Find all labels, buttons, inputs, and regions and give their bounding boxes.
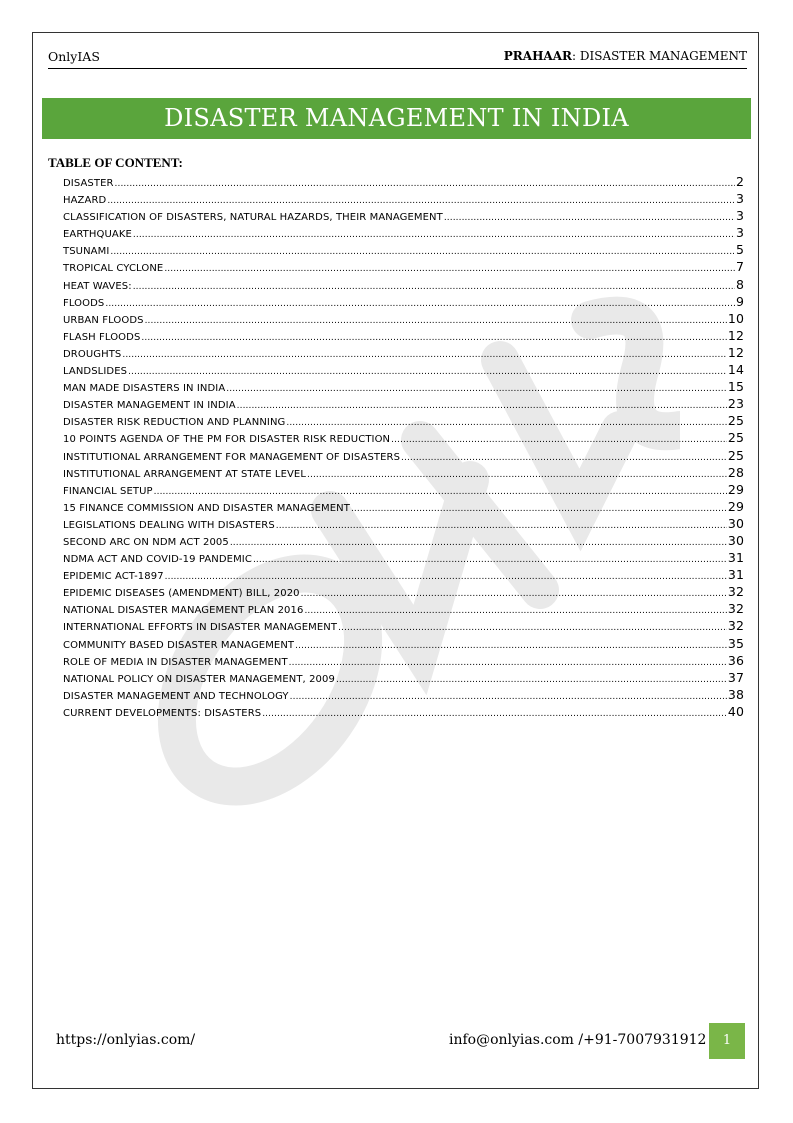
toc-entry-label: FLOODS <box>63 297 105 309</box>
toc-entry-page: 12 <box>727 344 744 360</box>
toc-entry-page: 7 <box>735 259 744 275</box>
toc-dot-leader <box>164 264 735 274</box>
toc-entry-label: URBAN FLOODS <box>63 314 144 326</box>
toc-entry[interactable] <box>63 584 744 601</box>
toc-dot-leader <box>351 504 727 514</box>
toc-entry-page: 9 <box>735 293 744 309</box>
toc-entry[interactable] <box>63 413 744 430</box>
toc-entry-page: 3 <box>735 191 744 207</box>
toc-entry-label: 15 FINANCE COMMISSION AND DISASTER MANAGEMENT <box>63 502 350 514</box>
toc-entry[interactable] <box>63 567 744 584</box>
toc-entry[interactable] <box>63 601 744 618</box>
page-header <box>48 48 747 69</box>
toc-entry[interactable] <box>63 653 744 670</box>
toc-dot-leader <box>115 179 735 189</box>
toc-dot-leader <box>133 230 735 240</box>
toc-dot-leader <box>226 384 727 394</box>
toc-dot-leader <box>133 282 735 292</box>
toc-entry-page: 32 <box>727 601 744 617</box>
toc-entry[interactable] <box>63 311 744 328</box>
toc-entry-label: DISASTER RISK REDUCTION AND PLANNING <box>63 417 286 429</box>
title-banner: DISASTER MANAGEMENT IN INDIA <box>42 98 751 139</box>
toc-entry-label: MAN MADE DISASTERS IN INDIA <box>63 383 226 395</box>
toc-dot-leader <box>276 521 727 531</box>
toc-entry[interactable] <box>63 396 744 413</box>
toc-entry[interactable] <box>63 328 744 345</box>
toc-entry-page: 29 <box>727 481 744 497</box>
toc-entry-page: 10 <box>727 310 744 326</box>
toc-dot-leader <box>253 555 727 565</box>
toc-dot-leader <box>230 538 727 548</box>
toc-entry[interactable] <box>63 294 744 311</box>
toc-dot-leader <box>301 589 727 599</box>
toc-entry[interactable] <box>63 516 744 533</box>
toc-entry-label: TSUNAMI <box>63 246 110 258</box>
toc-entry-label: DISASTER <box>63 178 114 189</box>
toc-entry[interactable] <box>63 208 744 225</box>
toc-entry-page: 2 <box>735 174 744 189</box>
toc-entry-label: NATIONAL POLICY ON DISASTER MANAGEMENT, 2009 <box>63 673 335 685</box>
toc-entry[interactable] <box>63 277 744 294</box>
toc-dot-leader <box>145 316 727 326</box>
toc-entry-page: 15 <box>727 379 744 395</box>
page-number: 1 <box>709 1023 745 1059</box>
toc-entry-label: DISASTER MANAGEMENT IN INDIA <box>63 400 236 412</box>
toc-entry-label: SECOND ARC ON NDM ACT 2005 <box>63 536 229 548</box>
toc-dot-leader <box>336 675 727 685</box>
toc-dot-leader <box>105 299 735 309</box>
toc-entry-label: INSTITUTIONAL ARRANGEMENT FOR MANAGEMENT OF DISASTERS <box>63 451 401 463</box>
toc-entry-page: 14 <box>727 362 744 378</box>
footer-contact: info@onlyias.com /+91-7007931912 <box>449 1032 707 1048</box>
toc-entry-page: 29 <box>727 498 744 514</box>
toc-entry-label: NATIONAL DISASTER MANAGEMENT PLAN 2016 <box>63 605 304 617</box>
toc-entry[interactable] <box>63 379 744 396</box>
toc-entry[interactable] <box>63 174 744 191</box>
toc-entry-page: 32 <box>727 618 744 634</box>
toc-entry-label: INSTITUTIONAL ARRANGEMENT AT STATE LEVEL <box>63 468 307 480</box>
toc-entry-label: LEGISLATIONS DEALING WITH DISASTERS <box>63 519 275 531</box>
toc-dot-leader <box>286 418 727 428</box>
toc-entry-page: 3 <box>735 208 744 224</box>
toc-dot-leader <box>154 487 727 497</box>
toc-entry-page: 31 <box>727 550 744 566</box>
toc-entry[interactable] <box>63 533 744 550</box>
toc-entry-label: HEAT WAVES: <box>63 280 132 292</box>
toc-entry-page: 35 <box>727 635 744 651</box>
toc-dot-leader <box>391 435 727 445</box>
toc-dot-leader <box>289 658 727 668</box>
toc-entry[interactable] <box>63 482 744 499</box>
toc-entry-page: 30 <box>727 532 744 548</box>
toc-entry-page: 31 <box>727 567 744 583</box>
toc-entry[interactable] <box>63 259 744 276</box>
toc-entry[interactable] <box>63 636 744 653</box>
toc-dot-leader <box>444 213 735 223</box>
toc-dot-leader <box>237 401 727 411</box>
header-brand: OnlyIAS <box>48 49 100 64</box>
toc-entry[interactable] <box>63 670 744 687</box>
header-subject-text: : DISASTER MANAGEMENT <box>572 49 747 63</box>
toc-dot-leader <box>165 572 727 582</box>
toc-entry[interactable] <box>63 687 744 704</box>
toc-dot-leader <box>304 606 726 616</box>
header-subject <box>504 49 747 63</box>
toc-entry[interactable] <box>63 430 744 447</box>
toc-entry-page: 25 <box>727 430 744 446</box>
toc-dot-leader <box>307 470 727 480</box>
toc-entry-label: LANDSLIDES <box>63 366 128 378</box>
toc-entry-label: 10 POINTS AGENDA OF THE PM FOR DISASTER RISK REDUCTION <box>63 434 391 446</box>
toc-entry-label: ROLE OF MEDIA IN DISASTER MANAGEMENT <box>63 656 288 668</box>
toc-entry-page: 40 <box>727 703 744 719</box>
toc-entry-label: EPIDEMIC DISEASES (AMENDMENT) BILL, 2020 <box>63 588 300 600</box>
toc-entry-page: 3 <box>735 225 744 241</box>
toc-dot-leader <box>401 453 727 463</box>
toc-entry[interactable] <box>63 704 744 721</box>
toc-entry[interactable] <box>63 618 744 635</box>
toc-entry[interactable] <box>63 225 744 242</box>
toc-heading: TABLE OF CONTENT: <box>48 155 183 170</box>
toc-entry[interactable] <box>63 465 744 482</box>
toc-entry-page: 12 <box>727 327 744 343</box>
toc-dot-leader <box>128 367 727 377</box>
footer-website-link[interactable]: https://onlyias.com/ <box>56 1032 196 1048</box>
toc-entry-page: 23 <box>727 396 744 412</box>
toc-entry-label: COMMUNITY BASED DISASTER MANAGEMENT <box>63 639 295 651</box>
toc-entry-label: EPIDEMIC ACT-1897 <box>63 571 164 583</box>
toc-entry-page: 5 <box>735 242 744 258</box>
toc-entry-page: 38 <box>727 686 744 702</box>
toc-entry[interactable] <box>63 242 744 259</box>
toc-entry-label: HAZARD <box>63 195 107 207</box>
toc-entry[interactable] <box>63 345 744 362</box>
toc-entry-label: CURRENT DEVELOPMENTS: DISASTERS <box>63 707 262 719</box>
toc-entry[interactable] <box>63 362 744 379</box>
toc-entry-label: DISASTER MANAGEMENT AND TECHNOLOGY <box>63 690 289 702</box>
toc-entry-page: 25 <box>727 413 744 429</box>
toc-entry-label: EARTHQUAKE <box>63 229 132 241</box>
toc-entry-page: 25 <box>727 447 744 463</box>
toc-entry-label: INTERNATIONAL EFFORTS IN DISASTER MANAGEMENT <box>63 622 338 634</box>
toc-entry[interactable] <box>63 448 744 465</box>
toc-entry[interactable] <box>63 550 744 567</box>
toc-entry-label: FLASH FLOODS <box>63 331 141 343</box>
toc-entry-label: NDMA ACT AND COVID-19 PANDEMIC <box>63 554 252 566</box>
toc-dot-leader <box>141 333 726 343</box>
toc-dot-leader <box>122 350 727 360</box>
toc-entry-page: 30 <box>727 515 744 531</box>
toc-entry-label: CLASSIFICATION OF DISASTERS, NATURAL HAZARDS, THEIR MANAGEMENT <box>63 212 443 224</box>
toc-entry-page: 36 <box>727 652 744 668</box>
toc-dot-leader <box>295 641 727 651</box>
toc-entry-label: DROUGHTS <box>63 348 122 360</box>
toc-entry-label: TROPICAL CYCLONE <box>63 263 164 275</box>
toc-dot-leader <box>338 623 727 633</box>
toc-entry[interactable] <box>63 499 744 516</box>
header-series: PRAHAAR <box>503 49 573 63</box>
toc-entry-label: FINANCIAL SETUP <box>63 485 153 497</box>
table-of-contents <box>63 174 744 721</box>
toc-entry-page: 32 <box>727 584 744 600</box>
toc-entry[interactable] <box>63 191 744 208</box>
toc-dot-leader <box>262 709 727 719</box>
toc-entry-page: 8 <box>735 276 744 292</box>
toc-entry-page: 37 <box>727 669 744 685</box>
toc-dot-leader <box>107 196 735 206</box>
toc-entry-page: 28 <box>727 464 744 480</box>
toc-dot-leader <box>290 692 727 702</box>
toc-dot-leader <box>110 247 735 257</box>
